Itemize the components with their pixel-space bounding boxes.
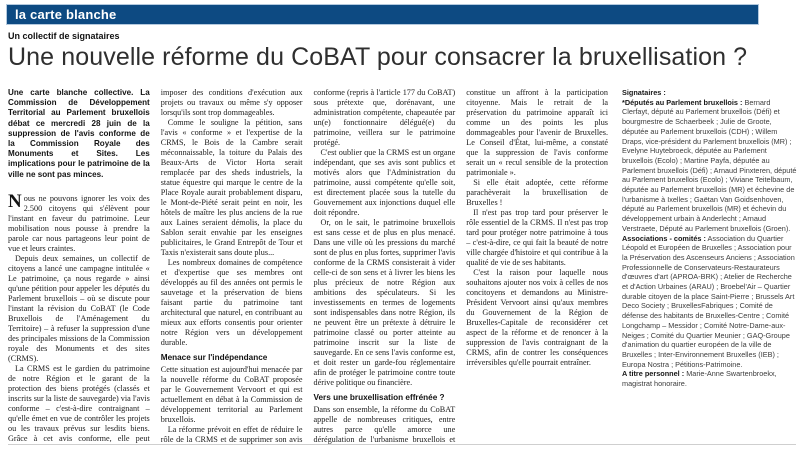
paragraph-text: ous ne pouvons ignorer les voix des 2.500 citoyens qui s'élèvent pour l'instant en faveur du patrimoine. Leur mobilisation nous pousse à prendre la parole car nous partageons leur point de vue et leurs craintes. [8,193,150,253]
bottom-divider [8,444,796,445]
paragraph: La CRMS est le gardien du patrimoine de notre Région et le garant de la protection des biens protégés (classés et inscrits sur la liste de sauvegarde) via l'avis conforme – c'est-à-dire contraignant – qu'elle émet en vue de contrôler les projets ou les travaux prévus sur lesdits biens. Grâce à cet avis conforme, elle peut imposer des conditions d'exécution aux projets ou travaux ou même s'y opposer lorsqu'ils sont trop dommageables. [8,88,303,443]
signatories-group-label: Associations - comités : [622,233,706,243]
article-lede: Une carte blanche collective. La Commission de Développement Territorial au Parlement bruxellois débat ce mercredi 28 juin de la suppression de l'avis conforme de la Commission Royale des Monuments et Sites. Les implications pour le patrimoine de la ville ne sont pas minces. [8,88,150,179]
signatories-group-personnel [622,369,797,388]
subheading-menace: Menace sur l'indépendance [160,353,268,362]
paragraph: Depuis deux semaines, un collectif de citoyens a lancé une campagne intitulée « Le patrimoine, ça nous regarde » ainsi qu'une pétition pour appeler les députés du Parlement bruxellois – où se discute pour l'instant la révision du CoBAT (le Code Bruxellois de l'Aménagement du Territoire) – à refuser la suppression d'une des principales missions de la Commission royale des Monuments et des sites (CRMS). [8,253,150,363]
section-label: la carte blanche [15,7,117,22]
subheading-bruxellisation: Vers une bruxellisation effrénée ? [313,393,445,402]
headline: Une nouvelle réforme du CoBAT pour consacrer la bruxellisation ? [8,43,748,71]
signatories-group-deputes [622,98,797,234]
paragraph: Or, on le sait, le patrimoine bruxellois est sans cesse et de plus en plus menacé. Dans une ville où les pressions du marché sont de plus en plus fortes, supprimer l'avis conforme de la CRMS consisterait à vider celle-ci de son sens et à livrer les biens les plus précieux de notre Région aux ambitions des spéculateurs. Si les investissements en termes de logements sont indispensables dans notre Région, ils ne peuvent être un prétexte à détruire le patrimoine classé ou porter atteinte au patrimoine inscrit sur la liste de sauvegarde. En ce sens l'avis conforme est, et doit rester un garde-fou réglementaire afin de protéger le patrimoine contre toute dérive politique ou financière. [313,218,456,387]
article-body [8,88,608,445]
paragraph: Il n'est pas trop tard pour préserver le rôle essentiel de la CRMS. Il n'est pas trop tard pour protéger notre patrimoine à tous – c'est-à-dire, ce qui fait la beauté de notre ville chargée d'histoire et qui contribue à la qualité de vie de ses habitants. [466,208,608,267]
paragraph: Les nombreux domaines de compétence et d'expertise que ses membres ont développés au fil des années ont permis le sauvetage et la préservation de biens faisant partie du patrimoine tant architectural que naturel, en contribuant au mieux aux efforts consentis pour orienter notre Région vers un développement durable. [160,258,303,347]
kicker: Un collectif de signataires [8,31,120,41]
paragraph: Si elle était adoptée, cette réforme parachèverait la bruxellisation de Bruxelles ! [466,178,608,207]
signatories-group-text: Association du Quartier Léopold et Européen de Bruxelles ; Association pour la Préservation des Ascenseurs Anciens ; Association Professionnelle de Conservateurs-Restaurateurs d'œuvres d'art (APROA-BRK) ; Atelier de Recherche et d'Action Urbaines (ARAU) ; Broebel'Air – Quartier durable citoyen de la place Saint-Pierre ; Brussels Art Deco Society ; BruxellesFabriques ; Comité de défense des habitants de Bruxelles-Centre ; Comité Longchamp – Messidor ; Comité Notre-Dame-aux-Neiges ; Comité du Quartier Meunier ; GAQ-Groupe d'animation du quartier européen de la ville de Bruxelles ; Inter-Environnement Bruxelles (IEB) ; Europa Nostra ; Pétitions-Patrimoine. [622,233,795,369]
paragraph: Dans son ensemble, la réforme du CoBAT appelle de nombreuses critiques, entre autres parce qu'elle amorce une dérégulation de l'urbanisme bruxellois et constitue un affront à la participation citoyenne. Mais le retrait de la préservation du patrimoine apparaît ici comme un des points les plus dommageables pour l'avenir de Bruxelles. Le Conseil d'État, lui-même, a constaté que la suppression de l'avis conforme serait un « recul sensible de la protection patrimoniale ». [313,88,608,444]
section-banner [6,4,759,25]
paragraph [8,190,150,254]
signatories-group-associations [622,234,797,370]
signatories-group-text: Bernard Clerfayt, député au Parlement bruxellois (Défi) et bourgmestre de Schaerbeek ; Julie de Groote, députée au Parlement bruxellois (CDH) ; Willem Draps, vice-président du Parlement bruxellois (MR) ; Evelyne Huytebroeck, députée au Parlement bruxellois (Ecolo) ; Martine Payfa, députée au Parlement bruxellois (Défi) ; Arnaud Pinxteren, député au Parlement bruxellois (Ecolo) ; Viviane Teitelbaum, députée au Parlement bruxellois (MR) et échevine de l'urbanisme à Ixelles ; Gaëtan Van Goidsenhoven, député au Parlement bruxellois (MR) et échevin du développement urbain à Anderlecht ; Arnaud Verstraete, Député au Parlement bruxellois (Groen). [622,97,797,233]
paragraph: C'est la raison pour laquelle nous souhaitons ajouter nos voix à celles de nos concitoyens et demandons au Ministre-Président Vervoort ainsi qu'aux membres du Gouvernement de la Région de Bruxelles-Capitale de reconsidérer cet aspect de la réforme et de renoncer à la suppression de l'avis contraignant de la CRMS, afin de contrer les conséquences irréversibles qu'elle pourrait entraîner. [466,268,608,367]
paragraph: C'est oublier que la CRMS est un organe indépendant, que ses avis sont publics et motivés alors que l'Administration du patrimoine, aussi compétente qu'elle soit, est directement placée sous la tutelle du Gouvernement aux injonctions duquel elle doit répondre. [313,148,456,217]
paragraph: Comme le souligne la pétition, sans l'avis « conforme » et l'expertise de la CRMS, le Bois de la Cambre serait méconnaissable, la toiture du Palais des Beaux-Arts de Victor Horta serait remplacée par des sheds industriels, la statue équestre qui marque le centre de la Place Royale aurait probablement disparu, le Mont-de-Piété serait peint en noir, les hôtels de maître les plus anciens de la rue aux Laines seraient démolis, la place du Sablon serait envahie par les enseignes publicitaires, le Grand Entrepôt de Tour et Taxis n'existerait sans doute plus... [160,118,303,257]
signatories-group-label: A titre personnel : [622,369,685,379]
signatories-title: Signataires : [622,88,666,97]
dropcap: N [8,190,22,212]
signatories-column [622,88,797,445]
signatories-group-text: Marie-Anne Swartenbroekx, magistrat honoraire. [622,369,777,389]
paragraph: La réforme prévoit en effet de réduire le rôle de la CRMS et de supprimer son avis conforme (repris à l'article 177 du CoBAT) sous prétexte que, dorénavant, une administration compétente, chapeautée par un(e) fonctionnaire délégué(e) du patrimoine, veillera sur le patrimoine protégé. [160,88,456,444]
paragraph: Cette situation est aujourd'hui menacée par la nouvelle réforme du CoBAT proposée par le Gouvernement Vervoort et qui est actuellement en débat à la Commission de développement territorial au Parlement bruxellois. [160,365,303,424]
signatories-group-label: *Députés au Parlement bruxellois : [622,97,743,107]
